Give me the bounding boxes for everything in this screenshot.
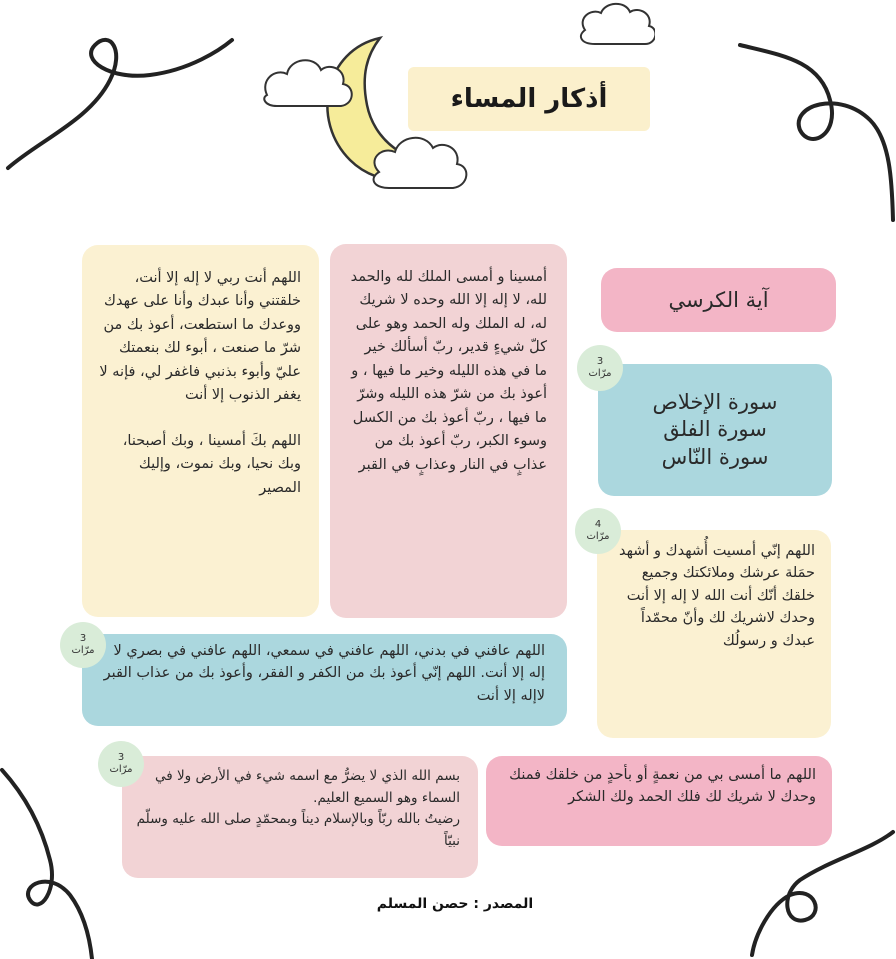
ayat-kursi-text: آية الكرسي bbox=[668, 287, 769, 312]
count-unit: مرّات bbox=[71, 645, 95, 656]
swirl-bottom-left bbox=[2, 770, 92, 959]
card-sayyid-istighfar bbox=[82, 245, 319, 617]
sayyid-text-1: اللهم أنت ربي لا إله إلا أنت، خلقتني وأنا عبدك وأنا على عهدك ووعدك ما استطعت، أعوذ بك من شرّ ما صنعت ، أبوء لك بنعمتك عليّ وأبوء بذنبي فاغفر لي، فإنه لا يغفر الذنوب إلا أنت bbox=[99, 270, 301, 404]
card-bismillah bbox=[122, 756, 478, 878]
surah-falaq: سورة الفلق bbox=[663, 417, 767, 442]
card-three-quls bbox=[598, 364, 832, 496]
count-badge-quls bbox=[577, 345, 623, 391]
afini-text: اللهم عافني في بدني، اللهم عافني في سمعي، اللهم عافني في بصري لا إله إلا أنت. اللهم إنّي أعوذ بك من الكفر و الفقر، وأعوذ بك من عذاب القبر لاإله إلا أنت bbox=[103, 643, 545, 704]
swirl-top-left bbox=[8, 40, 232, 168]
card-ushhiduk bbox=[597, 530, 831, 738]
card-amsayna bbox=[330, 244, 567, 618]
swirl-top-right bbox=[740, 45, 893, 220]
bismillah-text-2: رضيتُ بالله ربّاً وبالإسلام ديناً وبمحمّدٍ صلى الله عليه وسلّم نبيّاً bbox=[136, 811, 460, 849]
source-text: المصدر : حصن المسلم bbox=[376, 896, 534, 912]
count-value: 3 bbox=[117, 752, 125, 763]
count-value: 4 bbox=[594, 519, 602, 530]
count-badge-afini bbox=[60, 622, 106, 668]
surah-ikhlas: سورة الإخلاص bbox=[652, 390, 778, 415]
count-badge-ushhiduk bbox=[575, 508, 621, 554]
cloud-icon-top-right bbox=[581, 4, 655, 44]
count-unit: مرّات bbox=[588, 368, 612, 379]
swirl-bottom-right bbox=[752, 832, 893, 955]
count-value: 3 bbox=[596, 356, 604, 367]
page-title: أذكار المساء bbox=[408, 67, 650, 131]
amsayna-text: أمسينا و أمسى الملك لله والحمد لله، لا إله إلا الله وحده لا شريك له، له الملك وله الحمد وهو على كلّ شيءٍ قدير، ربّ أسألك خير ما في هذه الليله وخير ما فيها ، و أعوذ بك من شرّ هذه الليله وشرّ ما فيها ، ربّ أعوذ بك من الكسل وسوء الكبر، ربّ أعوذ بك من عذابٍ في النار وعذابٍ في القبر bbox=[350, 269, 547, 473]
card-nimah bbox=[486, 756, 832, 846]
count-badge-bismillah bbox=[98, 741, 144, 787]
card-ayat-kursi bbox=[601, 268, 836, 332]
sayyid-text-2: اللهم بكَ أمسينا ، وبك أصبحنا، وبك نحيا، وبك نموت، وإليك المصير bbox=[122, 432, 301, 496]
bismillah-text-1: بسم الله الذي لا يضرُّ مع اسمه شيء في الأرض ولا في السماء وهو السميع العليم. bbox=[154, 768, 460, 806]
count-value: 3 bbox=[79, 633, 87, 644]
count-unit: مرّات bbox=[109, 764, 133, 775]
surah-nas: سورة النّاس bbox=[661, 444, 769, 469]
nimah-text: اللهم ما أمسى بي من نعمةٍ أو بأحدٍ من خلقك فمنك وحدك لا شريك لك فلك الحمد ولك الشكر bbox=[509, 767, 816, 806]
count-unit: مرّات bbox=[586, 531, 610, 542]
ushhiduk-text: اللهم إنّي أمسيت أُشهدك و أشهد حمَلة عرشك وملائكتك وجميع خلقك أنّك أنت الله لا إله إلا أنت وحدك لاشريك لك وأنّ محمّداً عبدك و رسولُك bbox=[618, 543, 815, 649]
card-afini bbox=[79, 633, 567, 726]
